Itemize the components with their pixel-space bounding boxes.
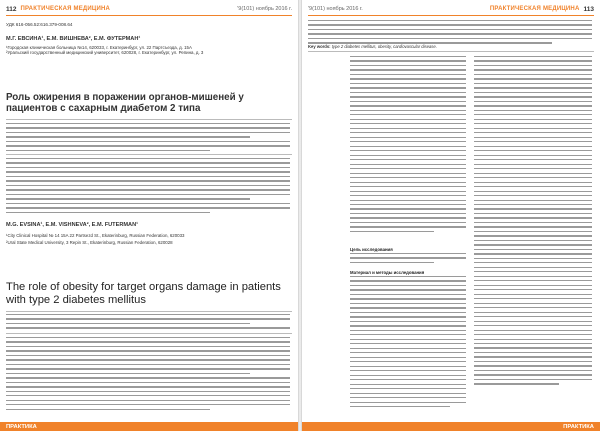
en-author-block <box>6 222 290 246</box>
right-footer-label: ПРАКТИКА <box>563 423 594 430</box>
right-footer-bar <box>302 422 600 431</box>
left-footer-bar <box>0 422 298 431</box>
right-journal-name: ПРАКТИЧЕСКАЯ МЕДИЦИНА <box>489 6 580 12</box>
right-issue: '9(101) ноябрь 2016 г. <box>308 6 363 12</box>
left-footer-label: ПРАКТИКА <box>6 423 37 430</box>
abstract-en <box>6 337 290 413</box>
right-page <box>302 0 600 431</box>
author-info-en <box>6 314 290 332</box>
left-page-number: 112 <box>6 5 17 13</box>
authors-en: M.G. EVSINA¹, E.M. VISHNEVA², E.M. FUTERMAN¹ <box>6 222 138 228</box>
article-title-ru: Роль ожирения в поражении органов-мишеней у пациентов с сахарным диабетом 2 типа <box>6 92 244 114</box>
divider <box>6 311 292 312</box>
divider <box>6 333 292 334</box>
author-info-ru <box>6 123 290 154</box>
affiliation-en-1: ¹City Clinical Hospital № 14 15A 22 Partsezd St., Ekaterinburg, Russian Federation, 620033 <box>6 233 185 238</box>
article-title-en: The role of obesity for target organs damage in patients with type 2 diabetes mellitus <box>6 281 281 306</box>
keywords-line <box>308 44 592 49</box>
divider <box>6 154 292 155</box>
methods-text <box>350 276 466 411</box>
abstract-ru <box>6 158 290 216</box>
right-running-header <box>308 4 594 14</box>
section-methods-heading: Материал и методы исследования <box>350 270 425 275</box>
left-page <box>0 0 298 431</box>
left-journal-name: ПРАКТИЧЕСКАЯ МЕДИЦИНА <box>20 6 111 12</box>
abstract-continued <box>308 20 592 47</box>
keywords-text: type 2 diabetes mellitus, obesity, cardiovascular disease. <box>331 44 437 49</box>
authors-ru: М.Г. ЕВСИНА¹, Е.М. ВИШНЕВА², Е.М. ФУТЕРМАН¹ <box>6 36 141 42</box>
left-issue: '9(101) ноябрь 2016 г. <box>237 6 292 12</box>
left-header-rule <box>6 15 292 16</box>
divider <box>6 119 292 120</box>
keywords-label: Key words: <box>308 44 331 49</box>
right-header-rule <box>308 15 594 16</box>
affiliation-en-2: ²Ural State Medical University, 3 Repin St., Ekaterinburg, Russian Federation, 620028 <box>6 240 173 246</box>
affiliation-ru-1: ¹Городская клиническая больница №14, 620033, г. Екатеринбург, ул. 22 Партсъезда, д. 15А <box>6 45 192 50</box>
section-goal-heading: Цель исследования <box>350 247 393 252</box>
body-column-2 <box>474 56 592 388</box>
left-running-header <box>6 4 292 14</box>
affiliation-ru-2: ²Уральский государственный медицинский университет, 620028, г. Екатеринбург, ул. Репина, д. 3 <box>6 50 204 56</box>
goal-text <box>350 253 466 266</box>
divider <box>308 51 594 52</box>
ru-author-block <box>6 36 290 56</box>
body-column-1 <box>350 56 466 235</box>
udc-code: УДК 616-056.52:616.379-008.64 <box>6 22 73 27</box>
right-page-number: 113 <box>583 5 594 13</box>
